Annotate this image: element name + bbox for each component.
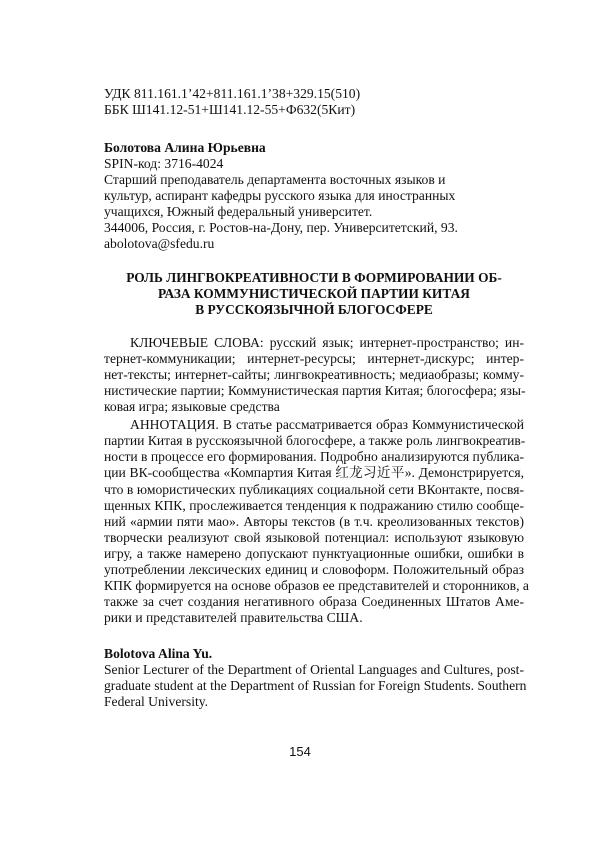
- bbk-code: ББК Ш141.12-51+Ш141.12-55+Ф632(5Кит): [104, 102, 356, 117]
- abstract-line: употреблении лексических единиц и словоформ. Положительный образ: [104, 562, 524, 577]
- author-affiliation-en-line: graduate student at the Department of Russian for Foreign Students. Southern: [104, 678, 527, 693]
- author-affiliation-en-line: Federal University.: [104, 694, 209, 709]
- author-name-en: Bolotova Alina Yu.: [104, 646, 213, 661]
- article-title-line: В РУССКОЯЗЫЧНОЙ БЛОГОСФЕРЕ: [195, 302, 433, 317]
- udk-code: УДК 811.161.1’42+811.161.1’38+329.15(510): [104, 86, 361, 101]
- author-name-ru: Болотова Алина Юрьевна: [104, 140, 266, 155]
- abstract-line: щенных КПК, прослеживается тенденция к подражанию стилю сообще-: [104, 498, 524, 513]
- keywords-line: тернет-коммуникации; интернет-ресурсы; интернет-дискурс; интер-: [104, 351, 524, 366]
- abstract-line: ции ВК-сообщества «Компартия Китая 红龙习近平». Демонстрируется,: [104, 465, 524, 480]
- keywords-line: ковая игра; языковые средства: [104, 399, 280, 414]
- author-affiliation-line: Старший преподаватель департамента восточных языков и: [104, 172, 446, 187]
- author-affiliation-line: культур, аспирант кафедры русского языка для иностранных: [104, 188, 456, 203]
- abstract-line: рики и представителей правительства США.: [104, 610, 363, 625]
- keywords-line: нет-тексты; интернет-сайты; лингвокреативность; медиаобразы; комму-: [104, 367, 524, 382]
- abstract-line: АННОТАЦИЯ. В статье рассматривается образ Коммунистической: [130, 417, 524, 432]
- author-address: 344006, Россия, г. Ростов-на-Дону, пер. Университетский, 93.: [104, 220, 458, 235]
- page-number: 154: [289, 744, 311, 759]
- abstract-line: КПК формируется на основе образов ее представителей и сторонников, а: [104, 578, 529, 593]
- abstract-line: игру, а также намерено допускают пунктуационные ошибки, ошибки в: [104, 546, 524, 561]
- abstract-line: партии Китая в русскоязычной блогосфере, а также роль лингвокреатив-: [104, 433, 526, 448]
- author-email: abolotova@sfedu.ru: [104, 236, 215, 251]
- keywords-line: нистические партии; Коммунистическая партия Китая; блогосфера; язы-: [104, 383, 526, 398]
- abstract-line: ности в процессе его формирования. Подробно анализируются публика-: [104, 449, 525, 464]
- author-affiliation-en-line: Senior Lecturer of the Department of Oriental Languages and Cultures, post-: [104, 662, 524, 677]
- author-spin: SPIN-код: 3716-4024: [104, 156, 224, 171]
- abstract-line: также за счет создания негативного образа Соединенных Штатов Аме-: [104, 594, 524, 609]
- keywords-line: КЛЮЧЕВЫЕ СЛОВА: русский язык; интернет-пространство; ин-: [130, 335, 524, 350]
- article-title-line: РОЛЬ ЛИНГВОКРЕАТИВНОСТИ В ФОРМИРОВАНИИ ОБ-: [126, 270, 502, 285]
- author-affiliation-line: учащихся, Южный федеральный университет.: [104, 204, 373, 219]
- abstract-line: творчески реализуют свой языковой потенциал: используют языковую: [104, 530, 524, 545]
- article-title-line: РАЗА КОММУНИСТИЧЕСКОЙ ПАРТИИ КИТАЯ: [158, 286, 470, 301]
- abstract-line: что в юмористических публикациях социальной сети ВКонтакте, посвя-: [104, 482, 524, 497]
- abstract-line: ний «армии пяти мао». Авторы текстов (в т.ч. креолизованных текстов): [104, 514, 524, 529]
